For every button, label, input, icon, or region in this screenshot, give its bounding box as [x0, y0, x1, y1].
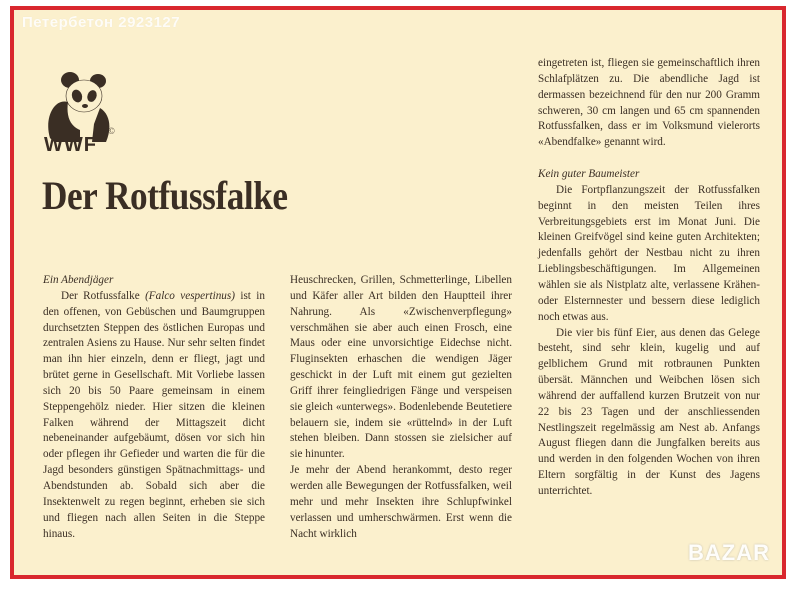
copyright-mark: ©	[108, 126, 115, 136]
bazar-watermark: BAZAR	[688, 540, 770, 565]
page-title: Der Rotfussfalke	[42, 173, 288, 218]
section-heading-abendjaeger: Ein Abendjäger	[43, 274, 114, 286]
paragraph: Die Fortpflanzungszeit der Rotfussfalken beginnt in den meisten Teilen ihres Verbreitungsgebiets erst im Monat Juni. Die kleinen Greifvögel sind keine guten Architekten; jedenfalls gehört der Nestbau nicht zu ihren Lieblingsbeschäftigungen. Im Allgemeinen wählen sie als Nistplatz alte, verlassene Krähen- oder Elsternnester und bessern diese lediglich noch etwas aus.	[538, 183, 760, 323]
section-heading-baumeister: Kein guter Baumeister	[538, 168, 640, 181]
latin-name: (Falco vespertinus)	[145, 289, 235, 302]
top-watermark: Петербетон 2923127	[22, 14, 181, 31]
paragraph-text: ist in den offenen, von Gebüschen und Baumgruppen durchsetzten Steppen des östlichen Europas und zentralen Asiens zu Hause. Nur sehr selten findet man ihn hier einzeln, denn er fliegt, jagt und brütet gerne in Gesellschaft. Mit Vorliebe lassen sich 20 bis 50 Paare gemeinsam in einem Steppengehölz nieder. Hier sitzen die kleinen Falken während der Mittagszeit dicht nebeneinander aufgebäumt, dösen vor sich hin oder pflegen ihr Gefieder und warten die für die Jagd besonders günstigen Spätnachmittags- und Abendstunden ab. Sobald sich aber die Insektenwelt zu regen beginnt, erheben sie sich und fliegen nach allen Seiten in die Steppe hinaus.	[43, 289, 265, 540]
paragraph: eingetreten ist, fliegen sie gemeinschaftlich ihren Schlafplätzen zu. Die abendliche Jagd ist dermassen bezeichnend für den nur 200 Gramm schweren, 30 cm langen und 65 cm spannenden Rotfussfalken, dass er im Volksmund vielerorts «Abendfalke» genannt wird.	[538, 57, 760, 149]
paragraph-text: Der Rotfussfalke	[61, 289, 146, 302]
wwf-logo-text: WWF	[44, 134, 97, 156]
text-column-2	[290, 273, 512, 542]
spacer	[538, 151, 760, 167]
paragraph: Heuschrecken, Grillen, Schmetterlinge, Libellen und Käfer aller Art bilden den Hauptteil ihrer Nahrung. Als «Zwischenverpflegung» verschmähen sie aber auch einen Frosch, eine Maus oder eine unvorsichtige Eidechse nicht. Fluginsekten erhaschen die wendigen Jäger geschickt in der Luft mit einem gut gezielten Griff ihrer feingliedrigen Fänge und verspeisen sie gleich «unterwegs». Bodenlebende Beutetiere belauern sie, indem sie «rüttelnd» in der Luft stehen bleiben. Dann stossen sie zielsicher auf sie hinunter.	[290, 274, 512, 461]
paragraph	[43, 289, 265, 543]
text-column-3	[538, 56, 760, 500]
text-column-1	[43, 273, 265, 542]
paragraph: Die vier bis fünf Eier, aus denen das Gelege besteht, sind sehr klein, kugelig und auf gelblichem Grund mit rotbraunen Punkten übersät. Männchen und Weibchen lösen sich während der auffallend kurzen Brutzeit von nur 22 bis 23 Tagen und der anschliessenden Nestlingszeit regelmässig am Nest ab. Anfangs August fliegen dann die Jungfalken bereits aus und werden in den folgenden Wochen von ihren Eltern sorgfältig in der Kunst des Jagens unterrichtet.	[538, 326, 760, 497]
paragraph: Je mehr der Abend herankommt, desto reger werden alle Bewegungen der Rotfussfalken, weil mehr und mehr Insekten ihre Schlupfwinkel verlassen und umherschwärmen. Erst wenn die Nacht wirklich	[290, 464, 512, 540]
